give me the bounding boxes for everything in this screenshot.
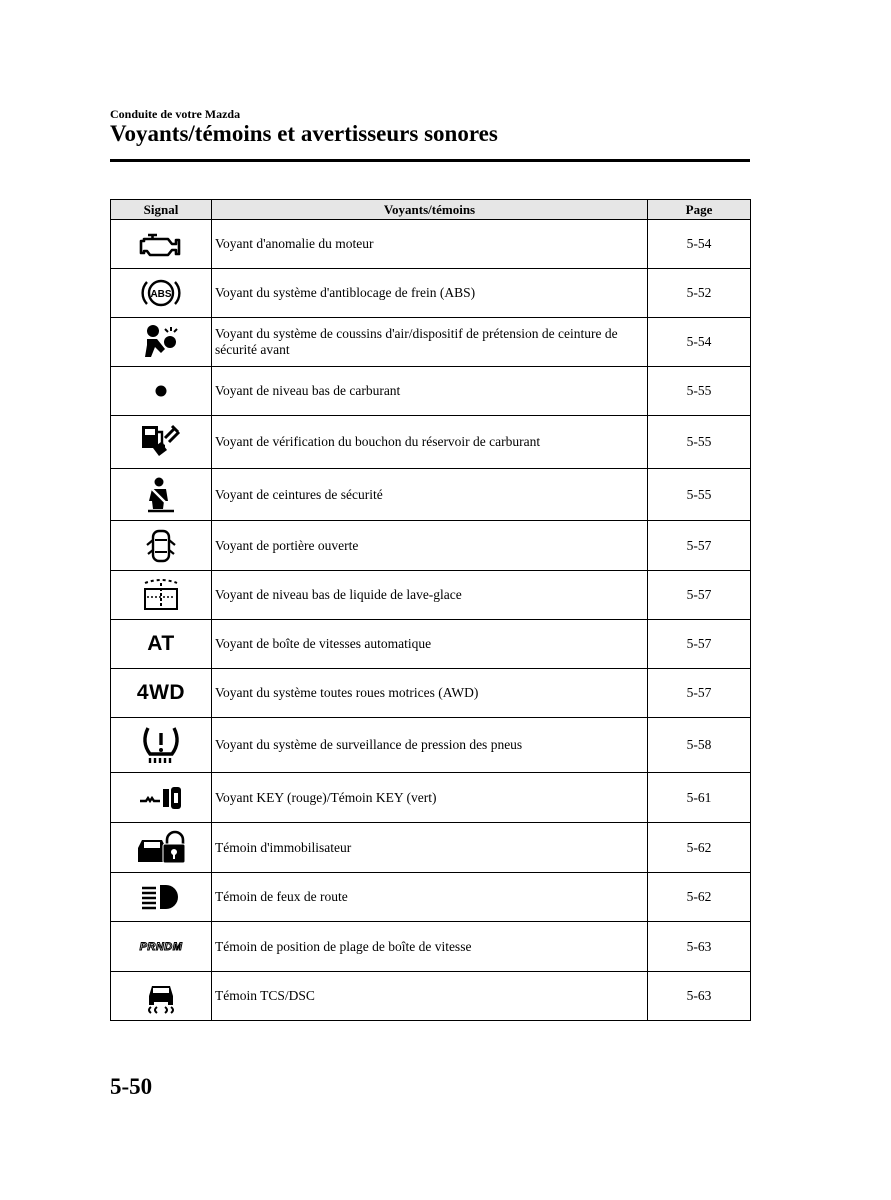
row-description: Voyant KEY (rouge)/Témoin KEY (vert) — [212, 773, 648, 823]
row-page: 5-57 — [648, 669, 751, 718]
row-description: Voyant du système d'antiblocage de frein (ABS) — [212, 269, 648, 318]
immobilizer-icon — [136, 830, 186, 866]
row-description: Témoin d'immobilisateur — [212, 823, 648, 873]
row-page: 5-57 — [648, 620, 751, 669]
row-page: 5-54 — [648, 318, 751, 367]
seatbelt-icon — [144, 476, 178, 514]
row-page: 5-63 — [648, 922, 751, 972]
row-description: Voyant de vérification du bouchon du réservoir de carburant — [212, 416, 648, 469]
row-page: 5-55 — [648, 416, 751, 469]
header-divider — [110, 159, 750, 162]
dot-icon — [154, 384, 168, 398]
section-title: Conduite de votre Mazda — [110, 107, 241, 121]
four-wheel-drive-icon: 4WD — [136, 681, 186, 704]
table-row — [111, 972, 751, 1021]
table-row — [111, 269, 751, 318]
row-description: Voyant du système toutes roues motrices (AWD) — [212, 669, 648, 718]
table-row — [111, 823, 751, 873]
engine-check-icon — [138, 229, 184, 259]
row-description: Voyant de niveau bas de carburant — [212, 367, 648, 416]
automatic-transmission-icon: AT — [147, 632, 175, 655]
table-row — [111, 922, 751, 972]
washer-fluid-icon — [141, 577, 181, 613]
table-header-row — [111, 200, 751, 220]
warning-lights-table — [110, 199, 751, 1021]
page-number: 5-50 — [110, 1074, 153, 1099]
row-description: Voyant du système de coussins d'air/dispositif de prétension de ceinture de sécurité avant — [212, 318, 648, 367]
row-description: Voyant de boîte de vitesses automatique — [212, 620, 648, 669]
fuel-cap-icon — [139, 422, 183, 462]
row-page: 5-52 — [648, 269, 751, 318]
row-description: Témoin de position de plage de boîte de vitesse — [212, 922, 648, 972]
row-page: 5-55 — [648, 367, 751, 416]
table-row — [111, 620, 751, 669]
row-description: Voyant de ceintures de sécurité — [212, 469, 648, 521]
tcs-dsc-icon — [143, 977, 179, 1015]
row-page: 5-63 — [648, 972, 751, 1021]
table-row — [111, 873, 751, 922]
row-page: 5-55 — [648, 469, 751, 521]
column-header-lights: Voyants/témoins — [212, 200, 648, 220]
row-page: 5-57 — [648, 521, 751, 571]
page-title: Voyants/témoins et avertisseurs sonores — [110, 121, 498, 146]
row-page: 5-54 — [648, 220, 751, 269]
row-description: Voyant de portière ouverte — [212, 521, 648, 571]
table-row — [111, 469, 751, 521]
row-page: 5-62 — [648, 873, 751, 922]
row-description: Voyant d'anomalie du moteur — [212, 220, 648, 269]
abs-icon — [138, 275, 184, 311]
table-row — [111, 773, 751, 823]
row-description: Témoin de feux de route — [212, 873, 648, 922]
shift-position-icon: PRNDM — [139, 940, 183, 953]
airbag-icon — [141, 323, 181, 361]
row-description: Témoin TCS/DSC — [212, 972, 648, 1021]
row-page: 5-57 — [648, 571, 751, 620]
table-row — [111, 521, 751, 571]
tire-pressure-icon — [139, 724, 183, 766]
svg-text:ABS: ABS — [150, 289, 172, 300]
column-header-signal: Signal — [111, 200, 212, 220]
table-row — [111, 571, 751, 620]
key-icon — [138, 784, 184, 812]
door-open-icon — [144, 528, 178, 564]
row-page: 5-61 — [648, 773, 751, 823]
table-row — [111, 220, 751, 269]
row-page: 5-62 — [648, 823, 751, 873]
table-row — [111, 318, 751, 367]
table-row — [111, 416, 751, 469]
high-beam-icon — [140, 883, 182, 911]
table-row — [111, 718, 751, 773]
column-header-page: Page — [648, 200, 751, 220]
table-row — [111, 367, 751, 416]
row-description: Voyant de niveau bas de liquide de lave-glace — [212, 571, 648, 620]
row-page: 5-58 — [648, 718, 751, 773]
table-row — [111, 669, 751, 718]
row-description: Voyant du système de surveillance de pression des pneus — [212, 718, 648, 773]
